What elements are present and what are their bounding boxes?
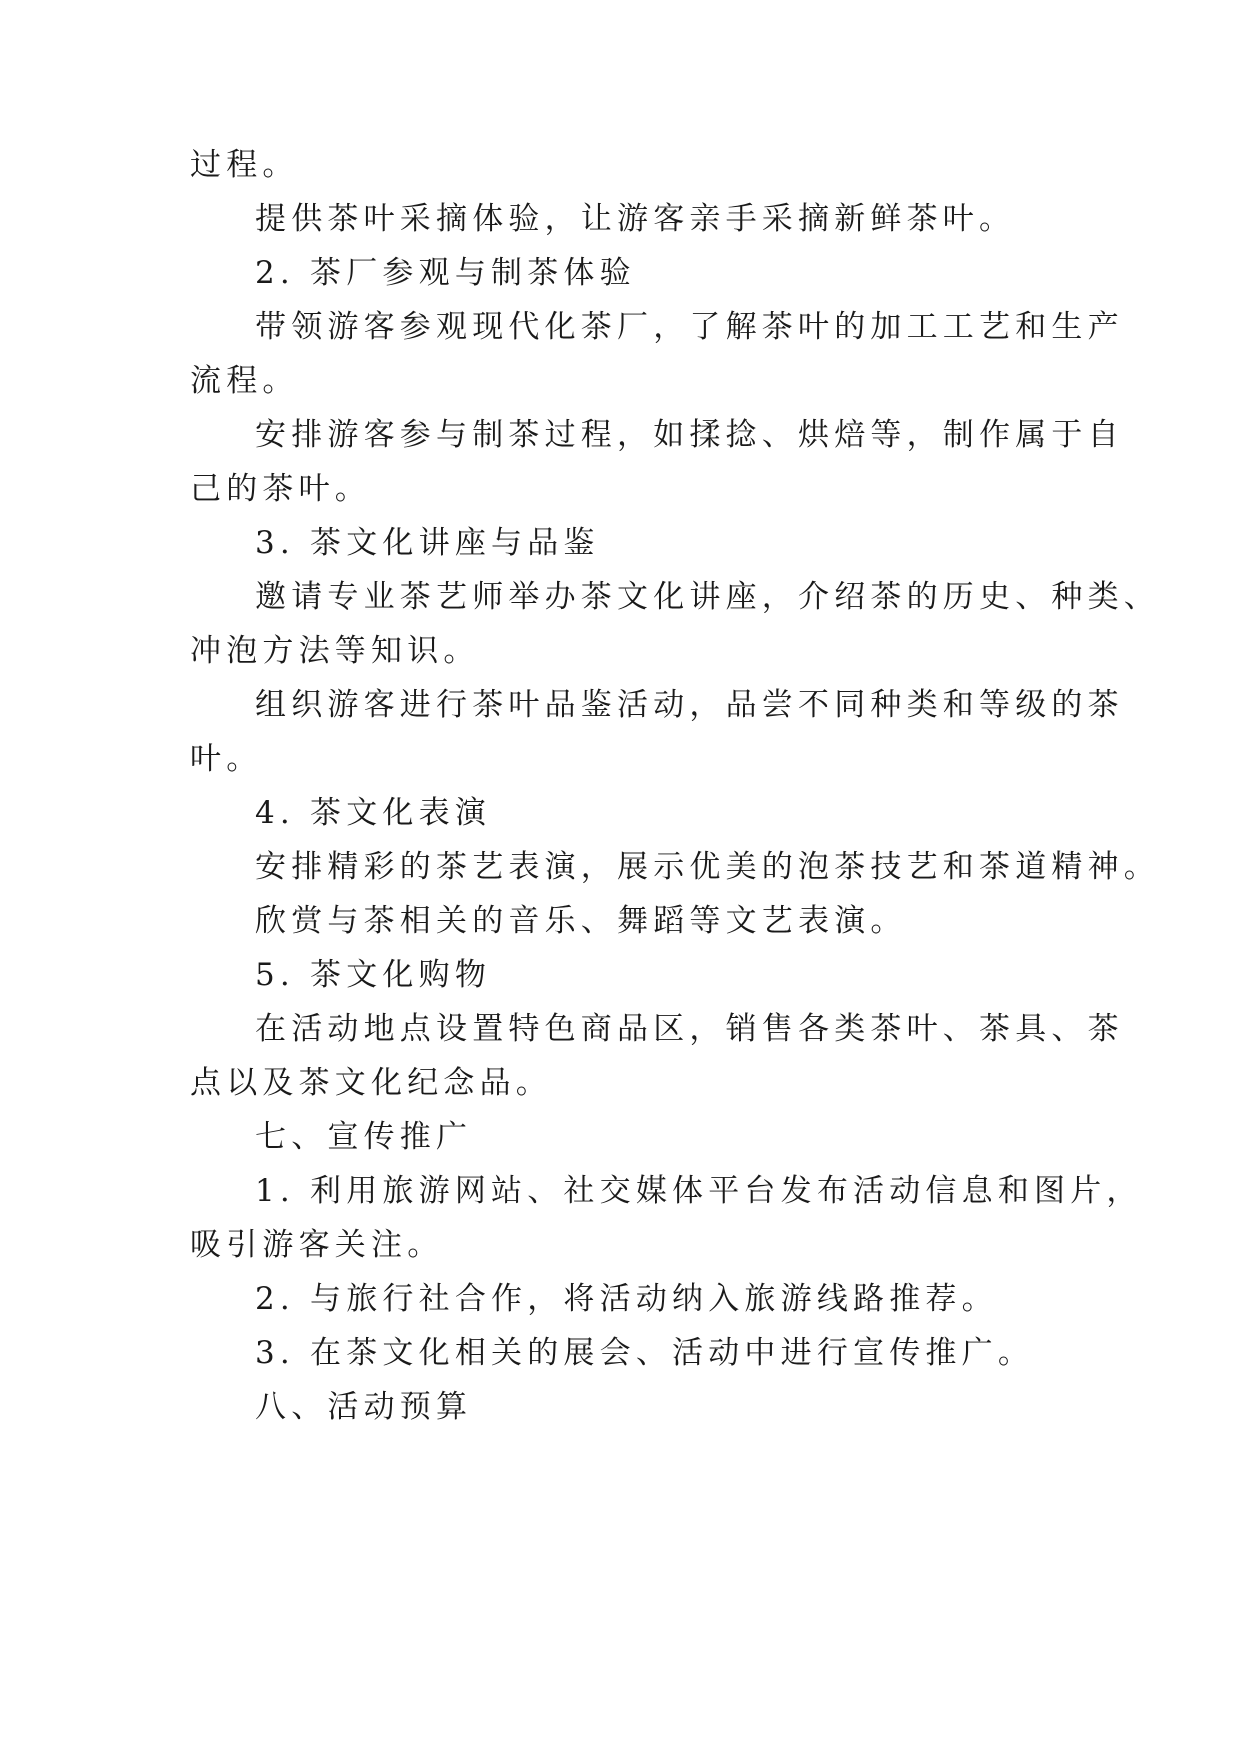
text-line: 组织游客进行茶叶品鉴活动，品尝不同种类和等级的茶 bbox=[255, 687, 1124, 723]
text-line: 过程。 bbox=[190, 147, 299, 183]
text-line: 安排精彩的茶艺表演，展示优美的泡茶技艺和茶道精神。 bbox=[255, 849, 1160, 885]
text-line: 冲泡方法等知识。 bbox=[190, 633, 480, 669]
text-line: 3. 在茶文化相关的展会、活动中进行宣传推广。 bbox=[255, 1335, 1035, 1371]
text-line: 吸引游客关注。 bbox=[190, 1227, 444, 1263]
text-line: 提供茶叶采摘体验，让游客亲手采摘新鲜茶叶。 bbox=[255, 201, 1016, 237]
text-line: 邀请专业茶艺师举办茶文化讲座，介绍茶的历史、种类、 bbox=[255, 579, 1160, 615]
chapter-heading: 七、宣传推广 bbox=[255, 1119, 473, 1155]
text-line: 点以及茶文化纪念品。 bbox=[190, 1065, 552, 1101]
text-line: 己的茶叶。 bbox=[190, 471, 371, 507]
text-line: 流程。 bbox=[190, 363, 299, 399]
section-heading: 4. 茶文化表演 bbox=[255, 795, 492, 831]
text-line: 安排游客参与制茶过程，如揉捻、烘焙等，制作属于自 bbox=[255, 417, 1124, 453]
text-line: 叶。 bbox=[190, 741, 263, 777]
text-line: 欣赏与茶相关的音乐、舞蹈等文艺表演。 bbox=[255, 903, 907, 939]
section-heading: 3. 茶文化讲座与品鉴 bbox=[255, 525, 600, 561]
section-heading: 2. 茶厂参观与制茶体验 bbox=[255, 255, 636, 291]
section-heading: 5. 茶文化购物 bbox=[255, 957, 492, 993]
chapter-heading: 八、活动预算 bbox=[255, 1389, 473, 1425]
text-line: 在活动地点设置特色商品区，销售各类茶叶、茶具、茶 bbox=[255, 1011, 1124, 1047]
text-line: 2. 与旅行社合作，将活动纳入旅游线路推荐。 bbox=[255, 1281, 998, 1317]
text-line: 1. 利用旅游网站、社交媒体平台发布活动信息和图片， bbox=[255, 1173, 1143, 1209]
text-line: 带领游客参观现代化茶厂，了解茶叶的加工工艺和生产 bbox=[255, 309, 1124, 345]
